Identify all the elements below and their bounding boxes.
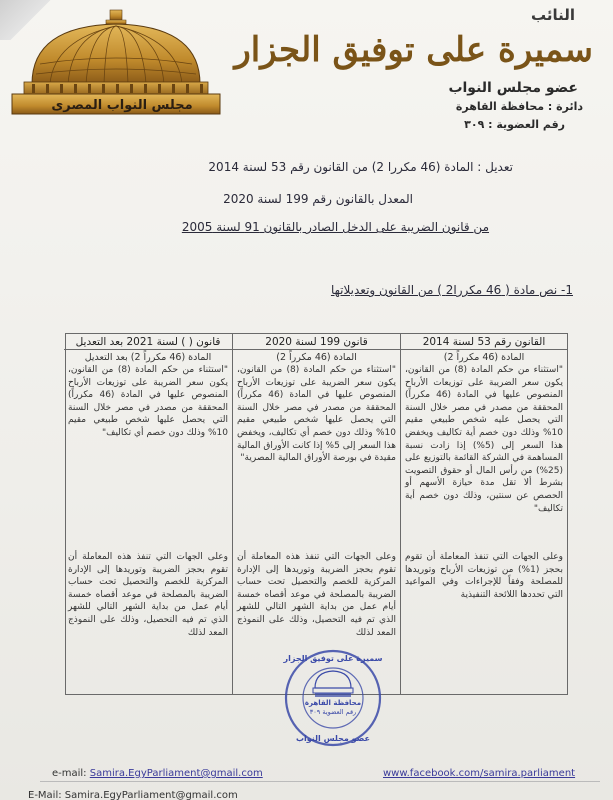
member-district: دائرة : محافظة القاهرة (455, 100, 583, 113)
column-subtitle: المادة (46 مكرراً 2) بعد التعديل (84, 352, 212, 363)
table-column-2021 (64, 334, 232, 694)
facebook-link[interactable]: www.facebook.com/samira.parliament (383, 768, 576, 779)
subject-line-2: المعدل بالقانون رقم 199 لسنة 2020 (223, 192, 413, 206)
footer-cut-text: E-Mail: Samira.EgyParliament@gmail.com (28, 790, 238, 800)
column-header: قانون ( ) لسنة 2021 بعد التعديل (64, 334, 232, 350)
official-stamp (283, 648, 383, 748)
subject-line-1: تعديل : المادة (46 مكررا 2) من القانون رقم 53 لسنة 2014 (208, 160, 513, 174)
column-footer: وعلى الجهات التي تنفذ هذه المعاملة أن تقوم بحجز الضريبة وتوريدها إلى الإدارة المركزية للخصم والتحصيل تحت حساب الضريبة بالمصلحة في موعد أقصاه خمسة أيام عمل من بداية الشهر التالي للشهر الذي تم فيه التحصيل، وذلك على النموذج المعد لذلك (68, 552, 228, 638)
column-header: القانون رقم 53 لسنة 2014 (401, 334, 567, 350)
column-subtitle: المادة (46 مكرراً 2) (276, 352, 357, 363)
subject-line-3: من قانون الضريبة على الدخل الصادر بالقانون 91 لسنة 2005 (181, 220, 489, 234)
column-header: قانون 199 لسنة 2020 (233, 334, 400, 350)
column-body: "استثناء من حكم المادة (8) من القانون، يكون سعر الضريبة على توزيعات الأرباح المنصوص عليها في المادة (46 مكرراً) المحققة من مصدر في مصر خلال السنة التي يحصل عليها شخص طبيعي مقيم 10% وذلك دون خصم أي تكاليف، ويخفض هذا السعر إلى 5% إذا كانت الأوراق المالية مقيدة في بورصة الأوراق المالية المصرية" (237, 365, 396, 464)
member-name: سميرة على توفيق الجزار (234, 30, 593, 70)
stamp-role: عضو مجلس النواب (295, 734, 371, 743)
column-footer: وعلى الجهات التي تنفذ هذه المعاملة أن تقوم بحجز الضريبة وتوريدها إلى الإدارة المركزية للخصم والتحصيل تحت حساب الضريبة بالمصلحة في موعد أقصاه خمسة أيام عمل من بداية الشهر التالي للشهر الذي تم فيه التحصيل، وذلك على النموذج المعد لذلك (237, 552, 396, 638)
footer-email (52, 768, 263, 779)
member-role: عضو مجلس النواب (448, 80, 578, 96)
law-comparison-table (65, 333, 568, 695)
stamp-district: محافظة القاهرة (304, 699, 362, 707)
email-link[interactable]: Samira.EgyParliament@gmail.com (89, 768, 263, 779)
member-id: رقم العضوية : ٣٠٩ (464, 118, 565, 131)
stamp-name: سميرة على توفيق الجزار (283, 654, 383, 663)
parliament-logo (10, 8, 222, 116)
member-title: النائب (530, 6, 575, 24)
logo-text: مجلس النواب المصرى (51, 98, 193, 113)
stamp-id: رقم العضوية ٣٠٩ (309, 708, 357, 716)
email-label: e-mail: (52, 768, 87, 779)
table-column-2014 (400, 334, 567, 694)
table-column-2020 (232, 334, 400, 694)
column-footer: وعلى الجهات التي تنفذ المعاملة أن تقوم بحجز (1%) من توزيعات الأرباح وتوريدها للمصلحة وفقاً للإجراءات وفي المواعيد التي تحددها اللائحة التنفيذية (405, 552, 563, 600)
section-heading: 1- نص مادة ( 46 مكررا2 ) من القانون وتعديلاتها (330, 283, 573, 297)
footer-divider (40, 781, 600, 782)
column-body: "استثناء من حكم المادة (8) من القانون، يكون سعر الضريبة على توزيعات الأرباح المنصوص عليها في المادة (46 مكرراً) المحققة من مصدر في مصر خلال السنة التي يحصل عليه شخص طبيعي مقيم 10% وذلك دون خصم أية تكاليف ويخفض هذا السعر إلى (5%) إذا زادت نسبة المساهمة في الشركة القائمة بالتوزيع على (25%) من رأس المال أو حقوق التصويت بشرط ألا تقل مدة حيازة الأسهم أو الحصص عن سنتين، وذلك دون خصم أية تكاليف" (405, 365, 564, 514)
column-body: "استثناء من حكم المادة (8) من القانون، يكون سعر الضريبة على توزيعات الأرباح المنصوص عليها في المادة (46 مكرراً) المحققة من مصدر في مصر خلال السنة التي يحصل عليها شخص طبيعي مقيم 10% وذلك دون خصم أي تكاليف" (68, 365, 228, 438)
column-subtitle: المادة (46 مكرراً 2) (443, 352, 525, 363)
